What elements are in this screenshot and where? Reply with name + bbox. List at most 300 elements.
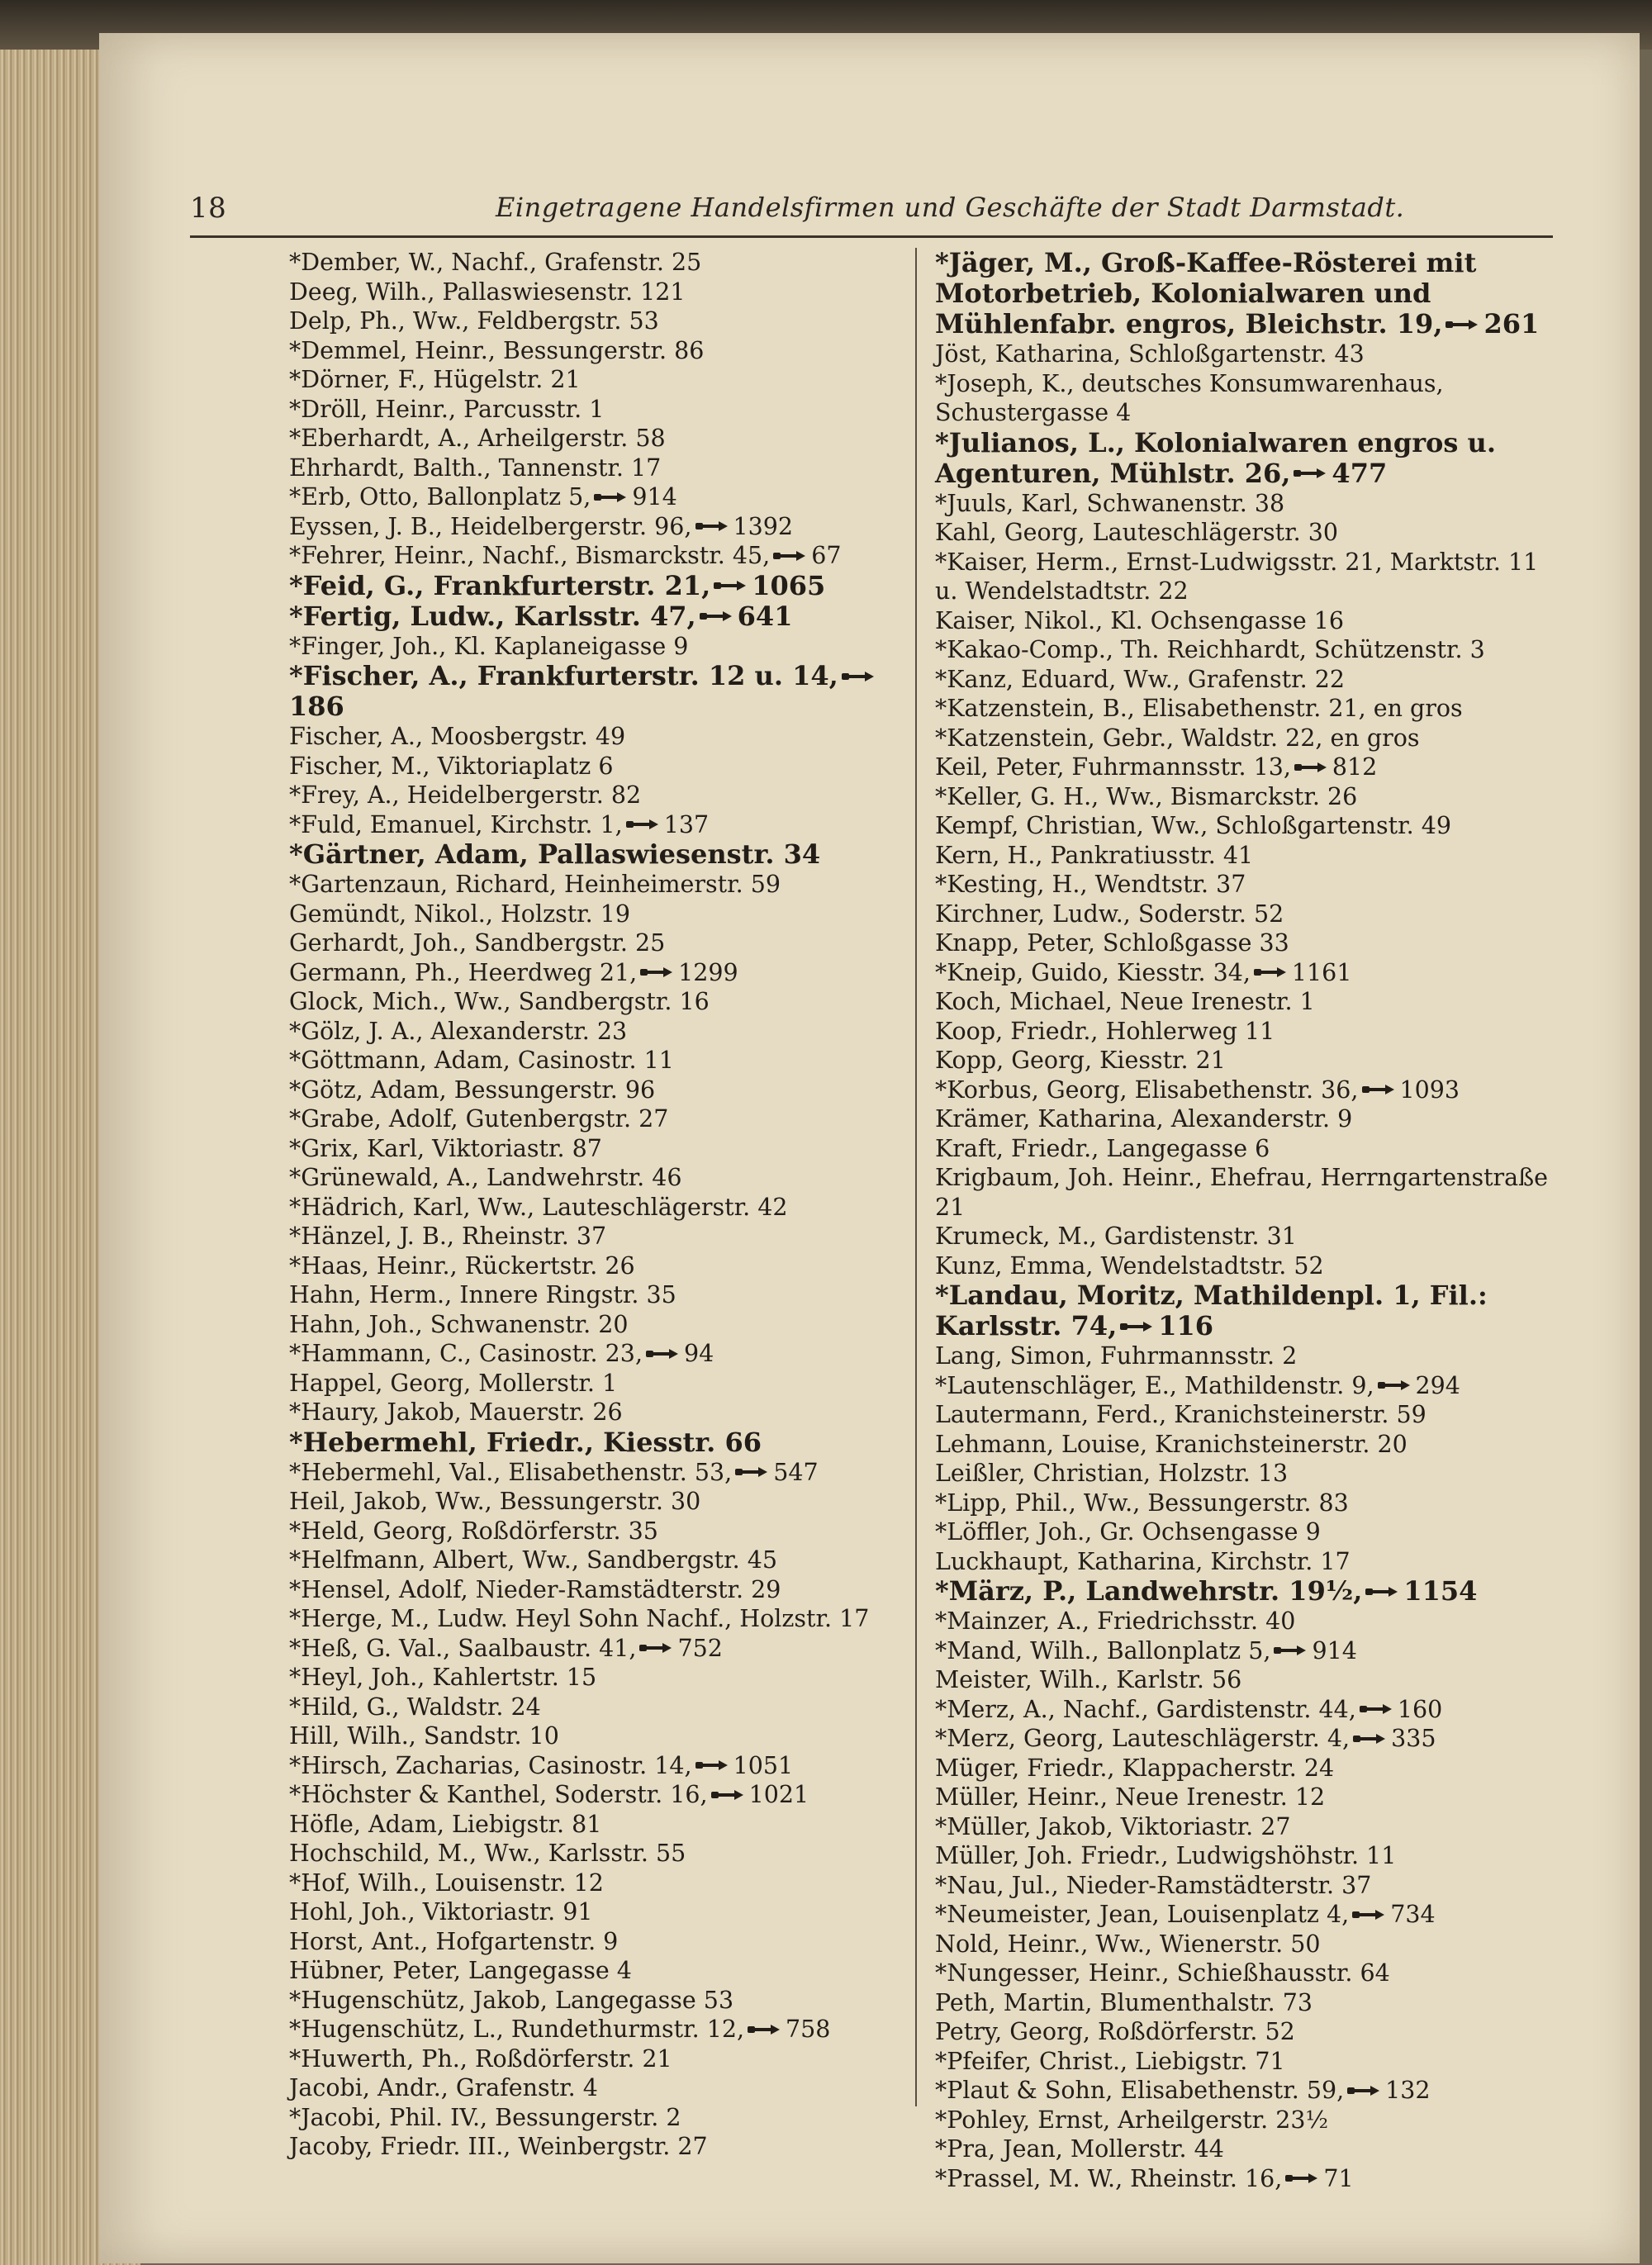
directory-entry [289, 1310, 925, 1340]
directory-entry [935, 340, 1553, 369]
entry-text: *Kaiser, Herm., Ernst-Ludwigsstr. 21, Marktstr. 11 u. Wendelstadtstr. 22 [935, 548, 1539, 605]
directory-entry [289, 1575, 925, 1605]
directory-entry [935, 2134, 1553, 2164]
entry-text: *Finger, Joh., Kl. Kaplaneigasse 9 [289, 632, 689, 660]
entry-text: Kirchner, Ludw., Soderstr. 52 [935, 900, 1284, 928]
directory-entry [289, 1927, 925, 1957]
directory-entry [935, 1900, 1553, 1930]
directory-entry [935, 1607, 1553, 1636]
entry-text: *Hänzel, J. B., Rheinstr. 37 [289, 1223, 607, 1250]
entry-text: *Mand, Wilh., Ballonplatz 5, [935, 1636, 1271, 1664]
entry-text: *Herge, M., Ludw. Heyl Sohn Nachf., Holzstr. 17 [289, 1605, 870, 1632]
entry-text: *Huwerth, Ph., Roßdörferstr. 21 [289, 2044, 672, 2073]
phone-number: 477 [1332, 457, 1388, 489]
entry-text: *Heß, G. Val., Saalbaustr. 41, [289, 1634, 637, 1662]
directory-entry [935, 1576, 1553, 1607]
phone-number: 67 [811, 542, 842, 569]
directory-entry [935, 1783, 1553, 1812]
entry-text: Meister, Wilh., Karlstr. 56 [935, 1666, 1242, 1693]
directory-entry [289, 1869, 925, 1898]
entry-text: Kempf, Christian, Ww., Schloßgartenstr. 49 [935, 812, 1451, 839]
directory-entry [935, 1163, 1553, 1222]
right-column [935, 248, 1553, 2193]
entry-text: *März, P., Landwehrstr. 19½, [935, 1575, 1363, 1607]
entry-text: *Keller, G. H., Ww., Bismarckstr. 26 [935, 782, 1358, 810]
entry-text: *Merz, Georg, Lauteschlägerstr. 4, [935, 1725, 1351, 1752]
entry-text: *Helfmann, Albert, Ww., Sandbergstr. 45 [289, 1546, 778, 1574]
phone-number: 914 [1312, 1636, 1357, 1664]
directory-entry [935, 987, 1553, 1017]
entry-text: Leißler, Christian, Holzstr. 13 [935, 1460, 1289, 1487]
directory-entry [289, 541, 925, 571]
phone-number: 1154 [1403, 1575, 1478, 1607]
entry-text: *Plaut & Sohn, Elisabethenstr. 59, [935, 2077, 1345, 2104]
entry-text: *Fuld, Emanuel, Kirchstr. 1, [289, 810, 623, 838]
directory-entry [935, 1724, 1553, 1754]
directory-entry [935, 489, 1553, 519]
entry-text: *Hädrich, Karl, Ww., Lauteschlägerstr. 42 [289, 1193, 788, 1221]
entry-text: Krämer, Katharina, Alexanderstr. 9 [935, 1105, 1353, 1132]
directory-entry [289, 1517, 925, 1546]
directory-entry [289, 781, 925, 810]
directory-entry [935, 753, 1553, 782]
entry-text: *Grabe, Adolf, Gutenbergstr. 27 [289, 1105, 669, 1132]
directory-entry [935, 928, 1553, 958]
entry-text: *Korbus, Georg, Elisabethenstr. 36, [935, 1076, 1359, 1104]
directory-entry [935, 724, 1553, 753]
entry-text: *Frey, A., Heidelbergerstr. 82 [289, 781, 642, 809]
directory-entry [289, 1339, 925, 1369]
entry-text: Deeg, Wilh., Pallaswiesenstr. 121 [289, 278, 686, 306]
entry-text: Knapp, Peter, Schloßgasse 33 [935, 929, 1289, 957]
directory-entry [935, 1517, 1553, 1547]
entry-text: *Pra, Jean, Mollerstr. 44 [935, 2135, 1224, 2163]
telephone-symbol-icon [842, 671, 875, 682]
directory-entry [935, 1076, 1553, 1105]
phone-number: 758 [786, 2016, 831, 2043]
directory-entry [289, 1458, 925, 1488]
directory-entry [289, 571, 925, 601]
directory-entry [935, 1547, 1553, 1577]
phone-number: 1021 [748, 1781, 809, 1808]
directory-entry [935, 958, 1553, 988]
telephone-symbol-icon [1353, 1733, 1386, 1745]
directory-entry [935, 1280, 1553, 1341]
entry-text: *Katzenstein, Gebr., Waldstr. 22, en gros [935, 724, 1420, 752]
directory-entry [289, 2132, 925, 2162]
directory-entry [289, 306, 925, 336]
directory-entry [935, 694, 1553, 724]
entry-text: *Pfeifer, Christ., Liebigstr. 71 [935, 2047, 1285, 2075]
directory-entry [289, 248, 925, 278]
entry-text: *Kanz, Eduard, Ww., Grafenstr. 22 [935, 665, 1345, 693]
entry-text: *Erb, Otto, Ballonplatz 5, [289, 483, 591, 510]
phone-number: 71 [1323, 2164, 1354, 2192]
directory-entry [289, 1721, 925, 1751]
entry-text: *Eberhardt, A., Arheilgerstr. 58 [289, 425, 666, 452]
telephone-symbol-icon [1254, 966, 1287, 978]
telephone-symbol-icon [711, 1789, 744, 1801]
directory-entry [289, 2015, 925, 2044]
entry-text: *Haury, Jakob, Mauerstr. 26 [289, 1398, 623, 1426]
header-rule [190, 235, 1553, 238]
entry-text: *Juuls, Karl, Schwanenstr. 38 [935, 489, 1285, 517]
entry-text: Kahl, Georg, Lauteschlägerstr. 30 [935, 519, 1338, 546]
entry-text: Krigbaum, Joh. Heinr., Ehefrau, Herrngartenstraße 21 [935, 1164, 1549, 1221]
entry-text: *Landau, Moritz, Mathildenpl. 1, Fil.: Karlsstr. 74, [935, 1280, 1488, 1341]
entry-text: Gemündt, Nikol., Holzstr. 19 [289, 900, 631, 928]
directory-entry [935, 870, 1553, 900]
entry-text: Keil, Peter, Fuhrmannsstr. 13, [935, 753, 1291, 781]
directory-entry [289, 1251, 925, 1281]
directory-entry [289, 1839, 925, 1869]
telephone-symbol-icon [700, 610, 733, 622]
entry-text: *Dember, W., Nachf., Grafenstr. 25 [289, 249, 702, 276]
entry-text: Hochschild, M., Ww., Karlsstr. 55 [289, 1840, 686, 1867]
entry-text: Hübner, Peter, Langegasse 4 [289, 1957, 632, 1984]
entry-text: Happel, Georg, Mollerstr. 1 [289, 1369, 618, 1397]
phone-number: 186 [289, 691, 344, 722]
directory-entry [289, 365, 925, 395]
phone-number: 132 [1385, 2077, 1431, 2104]
directory-entry [289, 987, 925, 1017]
entry-text: Ehrhardt, Balth., Tannenstr. 17 [289, 453, 662, 482]
phone-number: 116 [1158, 1310, 1214, 1341]
directory-entry [289, 453, 925, 483]
directory-entry [935, 548, 1553, 606]
directory-entry [289, 1487, 925, 1517]
directory-entry [935, 428, 1553, 489]
entry-text: *Kakao-Comp., Th. Reichhardt, Schützenstr. 3 [935, 636, 1485, 663]
entry-text: *Götz, Adam, Bessungerstr. 96 [289, 1076, 656, 1104]
entry-text: Hill, Wilh., Sandstr. 10 [289, 1722, 559, 1750]
entry-text: Kaiser, Nikol., Kl. Ochsengasse 16 [935, 606, 1345, 634]
directory-entry [289, 395, 925, 425]
directory-entry [935, 606, 1553, 636]
entry-text: *Held, Georg, Roßdörferstr. 35 [289, 1517, 658, 1545]
directory-entry [289, 1986, 925, 2016]
telephone-symbol-icon [1362, 1084, 1395, 1095]
column-divider [915, 248, 917, 2106]
directory-entry [935, 2076, 1553, 2106]
entry-text: *Haas, Heinr., Rückertstr. 26 [289, 1251, 635, 1280]
entry-text: *Hirsch, Zacharias, Casinostr. 14, [289, 1751, 692, 1779]
directory-entry [289, 1163, 925, 1193]
entry-text: *Merz, A., Nachf., Gardistenstr. 44, [935, 1695, 1356, 1723]
telephone-symbol-icon [1378, 1379, 1411, 1391]
directory-entry [289, 1780, 925, 1810]
entry-text: Lautermann, Ferd., Kranichsteinerstr. 59 [935, 1401, 1427, 1428]
entry-text: *Hensel, Adolf, Nieder-Ramstädterstr. 29 [289, 1575, 781, 1603]
directory-entry [289, 1897, 925, 1927]
entry-text: *Nungesser, Heinr., Schießhausstr. 64 [935, 1959, 1390, 1987]
entry-text: Koch, Michael, Neue Irenestr. 1 [935, 988, 1315, 1015]
entry-text: *Lautenschläger, E., Mathildenstr. 9, [935, 1371, 1374, 1399]
entry-text: Eyssen, J. B., Heidelbergerstr. 96, [289, 512, 692, 540]
phone-number: 641 [737, 600, 793, 632]
directory-entry [935, 369, 1553, 428]
telephone-symbol-icon [1365, 1586, 1398, 1598]
directory-entry [289, 1369, 925, 1398]
directory-entry [289, 839, 925, 870]
phone-number: 1051 [733, 1751, 794, 1779]
directory-entry [935, 2164, 1553, 2194]
entry-text: Hahn, Herm., Innere Ringstr. 35 [289, 1281, 676, 1308]
directory-entry [289, 1604, 925, 1634]
entry-text: Gerhardt, Joh., Sandbergstr. 25 [289, 929, 666, 957]
phone-number: 1161 [1291, 958, 1352, 986]
entry-text: Fischer, A., Moosbergstr. 49 [289, 723, 626, 750]
entry-text: *Katzenstein, B., Elisabethenstr. 21, en gros [935, 695, 1463, 722]
directory-entry [289, 1046, 925, 1076]
directory-entry [289, 1193, 925, 1223]
telephone-symbol-icon [639, 1642, 672, 1654]
entry-text: Jacobi, Andr., Grafenstr. 4 [289, 2074, 598, 2101]
phone-number: 294 [1415, 1371, 1460, 1399]
entry-text: *Kneip, Guido, Kiesstr. 34, [935, 958, 1251, 986]
entry-text: Luckhaupt, Katharina, Kirchstr. 17 [935, 1547, 1351, 1575]
phone-number: 734 [1390, 1901, 1436, 1928]
telephone-symbol-icon [714, 580, 747, 591]
directory-entry [935, 1251, 1553, 1281]
entry-text: Horst, Ant., Hofgartenstr. 9 [289, 1927, 619, 1955]
directory-entry [289, 661, 925, 722]
directory-entry [289, 1222, 925, 1251]
directory-entry [935, 2106, 1553, 2135]
directory-entry [289, 928, 925, 958]
telephone-symbol-icon [748, 2024, 781, 2035]
entry-text: Nold, Heinr., Ww., Wienerstr. 50 [935, 1930, 1321, 1958]
entry-text: *Jäger, M., Groß-Kaffee-Rösterei mit Motorbetrieb, Kolonialwaren und Mühlenfabr. engros, Bleichstr. 19, [935, 247, 1477, 340]
telephone-symbol-icon [646, 1348, 679, 1360]
entry-text: *Feid, G., Frankfurterstr. 21, [289, 569, 711, 601]
telephone-symbol-icon [1446, 319, 1479, 330]
directory-entry [935, 1222, 1553, 1251]
telephone-symbol-icon [1360, 1703, 1393, 1715]
directory-entry [289, 1546, 925, 1575]
entry-text: *Jacobi, Phil. IV., Bessungerstr. 2 [289, 2103, 681, 2131]
telephone-symbol-icon [1274, 1645, 1307, 1656]
entry-text: Jöst, Katharina, Schloßgartenstr. 43 [935, 340, 1365, 368]
directory-entry [289, 1634, 925, 1664]
entry-text: *Löffler, Joh., Gr. Ochsengasse 9 [935, 1518, 1321, 1546]
entry-text: Höfle, Adam, Liebigstr. 81 [289, 1810, 602, 1838]
page-number: 18 [190, 192, 227, 225]
entry-text: Germann, Ph., Heerdweg 21, [289, 958, 638, 986]
directory-entry [935, 900, 1553, 929]
entry-text: Heil, Jakob, Ww., Bessungerstr. 30 [289, 1488, 701, 1515]
entry-text: Jacoby, Friedr. III., Weinbergstr. 27 [289, 2133, 708, 2160]
directory-entry [289, 810, 925, 840]
directory-entry [935, 1134, 1553, 1164]
entry-text: Krumeck, M., Gardistenstr. 31 [935, 1223, 1297, 1250]
entry-text: *Hugenschütz, Jakob, Langegasse 53 [289, 1986, 734, 2014]
directory-entry [289, 958, 925, 988]
directory-entry [935, 1636, 1553, 1666]
directory-entry [289, 2073, 925, 2103]
telephone-symbol-icon [626, 819, 659, 830]
telephone-symbol-icon [1352, 1909, 1385, 1921]
directory-entry [935, 1959, 1553, 1988]
phone-number: 812 [1332, 753, 1378, 781]
directory-entry [935, 2017, 1553, 2047]
directory-entry [935, 1371, 1553, 1401]
entry-text: Kern, H., Pankratiusstr. 41 [935, 841, 1254, 869]
entry-text: *Pohley, Ernst, Arheilgerstr. 23½ [935, 2106, 1329, 2134]
directory-entry [289, 870, 925, 900]
directory-entry [935, 635, 1553, 665]
directory-entry [935, 782, 1553, 812]
entry-text: Müller, Heinr., Neue Irenestr. 12 [935, 1783, 1326, 1811]
directory-entry [935, 811, 1553, 841]
entry-text: *Lipp, Phil., Ww., Bessungerstr. 83 [935, 1489, 1349, 1517]
phone-number: 1065 [752, 569, 826, 601]
entry-text: Müger, Friedr., Klappacherstr. 24 [935, 1754, 1335, 1782]
telephone-symbol-icon [1294, 762, 1327, 773]
entry-text: *Joseph, K., deutsches Konsumwarenhaus, Schustergasse 4 [935, 369, 1444, 426]
running-title: Eingetragene Handelsfirmen und Geschäfte der Stadt Darmstadt. [496, 192, 1405, 223]
directory-entry [289, 1810, 925, 1840]
phone-number: 1093 [1399, 1076, 1460, 1104]
page-header [190, 188, 1553, 226]
entry-text: *Fehrer, Heinr., Nachf., Bismarckstr. 45, [289, 542, 771, 569]
entry-text: Petry, Georg, Roßdörferstr. 52 [935, 2018, 1295, 2045]
directory-entry [289, 1017, 925, 1047]
directory-entry [289, 1956, 925, 1986]
directory-entry [289, 900, 925, 929]
directory-entry [289, 632, 925, 662]
entry-text: *Mainzer, A., Friedrichsstr. 40 [935, 1607, 1296, 1635]
entry-text: Hahn, Joh., Schwanenstr. 20 [289, 1310, 629, 1338]
entry-text: Koop, Friedr., Hohlerweg 11 [935, 1017, 1275, 1045]
entry-text: *Dörner, F., Hügelstr. 21 [289, 366, 581, 393]
directory-entry [935, 1665, 1553, 1695]
directory-entry [935, 1812, 1553, 1842]
phone-number: 1299 [678, 958, 738, 986]
entry-text: Fischer, M., Viktoriaplatz 6 [289, 752, 614, 780]
directory-entry [935, 1046, 1553, 1076]
entry-text: Lehmann, Louise, Kranichsteinerstr. 20 [935, 1430, 1408, 1458]
directory-entry [935, 1489, 1553, 1518]
phone-number: 160 [1397, 1695, 1443, 1723]
phone-number: 335 [1391, 1725, 1436, 1752]
entry-text: Glock, Mich., Ww., Sandbergstr. 16 [289, 988, 710, 1015]
directory-entry [935, 1695, 1553, 1725]
entry-text: Kopp, Georg, Kiesstr. 21 [935, 1047, 1226, 1074]
directory-entry [289, 336, 925, 366]
entry-text: *Hebermehl, Friedr., Kiesstr. 66 [289, 1426, 762, 1458]
directory-entry [289, 1134, 925, 1164]
entry-text: *Dröll, Heinr., Parcusstr. 1 [289, 395, 605, 423]
directory-entry [289, 512, 925, 542]
telephone-symbol-icon [640, 966, 673, 978]
directory-entry [935, 1754, 1553, 1783]
entry-text: *Heyl, Joh., Kahlertstr. 15 [289, 1664, 597, 1691]
directory-entry [289, 1104, 925, 1134]
directory-entry [289, 1427, 925, 1458]
entry-text: *Gärtner, Adam, Pallaswiesenstr. 34 [289, 838, 821, 870]
entry-text: *Grix, Karl, Viktoriastr. 87 [289, 1134, 602, 1162]
phone-number: 94 [684, 1340, 714, 1367]
entry-text: *Höchster & Kanthel, Soderstr. 16, [289, 1781, 708, 1808]
phone-number: 1392 [733, 512, 794, 540]
directory-entry [935, 518, 1553, 548]
telephone-symbol-icon [1347, 2085, 1380, 2096]
entry-text: *Hebermehl, Val., Elisabethenstr. 53, [289, 1458, 733, 1486]
phone-number: 137 [663, 810, 710, 838]
entry-text: *Prassel, M. W., Rheinstr. 16, [935, 2164, 1283, 2192]
directory-entry [289, 2044, 925, 2074]
directory-entry [935, 1104, 1553, 1134]
directory-entry [935, 1017, 1553, 1047]
telephone-symbol-icon [735, 1466, 768, 1478]
directory-entry [289, 752, 925, 781]
directory-entry [289, 424, 925, 453]
telephone-symbol-icon [773, 550, 806, 562]
entry-text: *Neumeister, Jean, Louisenplatz 4, [935, 1901, 1350, 1928]
entry-text: *Hammann, C., Casinostr. 23, [289, 1340, 643, 1367]
entry-text: Kraft, Friedr., Langegasse 6 [935, 1134, 1270, 1162]
phone-number: 914 [632, 483, 677, 510]
directory-entry [935, 1341, 1553, 1371]
telephone-symbol-icon [695, 1759, 729, 1771]
telephone-symbol-icon [1120, 1321, 1153, 1332]
entry-text: Müller, Joh. Friedr., Ludwigshöhstr. 11 [935, 1842, 1397, 1869]
entry-text: *Hild, G., Waldstr. 24 [289, 1693, 541, 1721]
directory-entry [289, 1280, 925, 1310]
directory-entry [289, 1076, 925, 1105]
directory-entry [289, 2103, 925, 2133]
entry-text: Lang, Simon, Fuhrmannsstr. 2 [935, 1342, 1298, 1370]
directory-entry [289, 482, 925, 512]
phone-number: 752 [677, 1634, 723, 1662]
entry-text: Hohl, Joh., Viktoriastr. 91 [289, 1898, 593, 1925]
directory-entry [289, 1398, 925, 1427]
entry-text: *Fischer, A., Frankfurterstr. 12 u. 14, [289, 660, 838, 691]
entry-text: *Julianos, L., Kolonialwaren engros u. Agenturen, Mühlstr. 26, [935, 426, 1496, 489]
entry-text: *Demmel, Heinr., Bessungerstr. 86 [289, 336, 705, 364]
entry-text: *Müller, Jakob, Viktoriastr. 27 [935, 1812, 1291, 1840]
telephone-symbol-icon [1285, 2172, 1318, 2184]
phone-number: 261 [1483, 308, 1540, 340]
entry-text: Kunz, Emma, Wendelstadtstr. 52 [935, 1251, 1324, 1280]
entry-text: *Nau, Jul., Nieder-Ramstädterstr. 37 [935, 1871, 1372, 1899]
directory-entry [935, 1841, 1553, 1871]
entry-text: *Kesting, H., Wendtstr. 37 [935, 871, 1246, 898]
left-column [289, 248, 925, 2162]
entry-text: *Göttmann, Adam, Casinostr. 11 [289, 1047, 674, 1074]
telephone-symbol-icon [594, 491, 627, 503]
entry-text: *Grünewald, A., Landwehrstr. 46 [289, 1164, 682, 1191]
directory-entry [935, 2047, 1553, 2077]
entry-text: *Gölz, J. A., Alexanderstr. 23 [289, 1017, 628, 1045]
entry-text: *Hugenschütz, L., Rundethurmstr. 12, [289, 2016, 745, 2043]
directory-entry [935, 248, 1553, 340]
directory-entry [935, 665, 1553, 695]
entry-text: Delp, Ph., Ww., Feldbergstr. 53 [289, 307, 659, 335]
telephone-symbol-icon [695, 520, 729, 532]
entry-text: Peth, Martin, Blumenthalstr. 73 [935, 1988, 1313, 2016]
directory-entry [935, 841, 1553, 871]
directory-entry [935, 1871, 1553, 1901]
directory-entry [935, 1988, 1553, 2018]
directory-entry [289, 1693, 925, 1722]
directory-entry [289, 722, 925, 752]
entry-text: *Gartenzaun, Richard, Heinheimerstr. 59 [289, 871, 781, 898]
directory-entry [935, 1459, 1553, 1489]
directory-entry [289, 1663, 925, 1693]
entry-text: *Hof, Wilh., Louisenstr. 12 [289, 1869, 604, 1897]
